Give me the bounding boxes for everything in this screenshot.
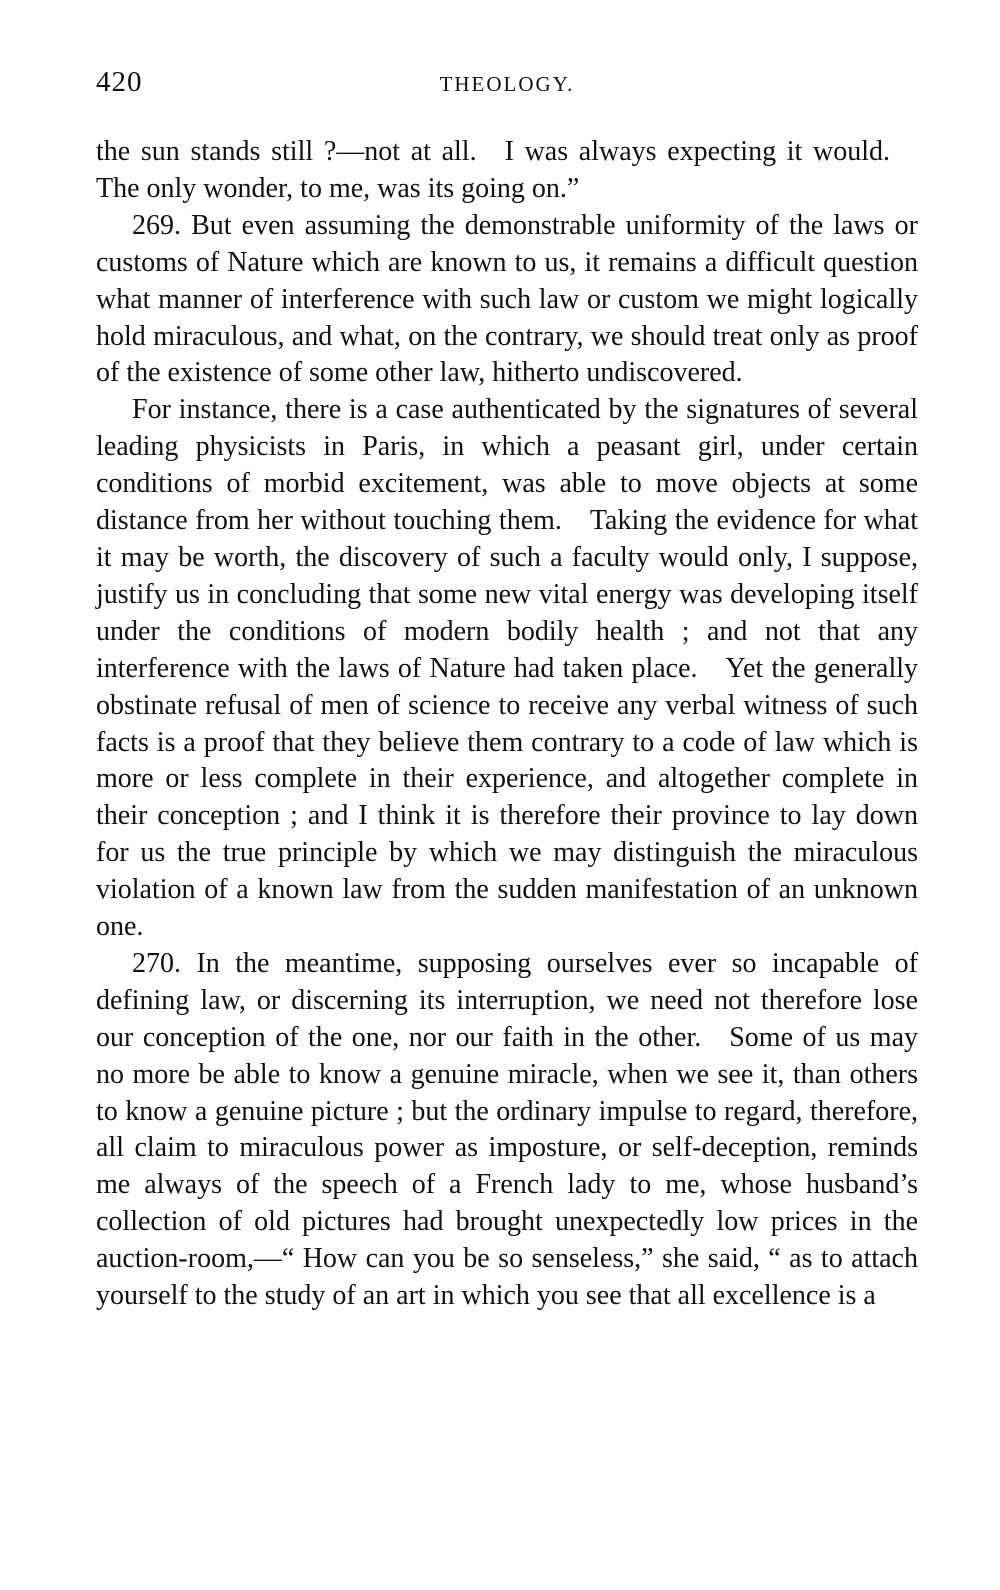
page-header xyxy=(96,62,918,102)
paragraph-269: 269. But even assuming the demonstrable uniformity of the laws or customs of Nature which are known to us, it remains a difficult question what manner of interference with such law or custom we might logically hold miraculous, and what, on the contrary, we should treat only as proof of the existence of some other law, hitherto undiscovered. xyxy=(96,209,918,389)
paragraph-instance: For instance, there is a case authenticated by the signatures of several leading physicists in Paris, in which a peasant girl, under certain conditions of morbid excitement, was able to move objects at some distance from her without touching them. Taking the evidence for what it may be worth, the discovery of such a faculty would only, I suppose, justify us in concluding that some new vital energy was developing itself under the conditions of modern bodily health ; and not that any interference with the laws of Nature had taken place. Yet the generally obstinate refusal of men of science to receive any verbal witness of such facts is a proof that they believe them contrary to a code of law which is more or less complete in their experience, and altogether complete in their conception ; and I think it is therefore their province to lay down for us the true principle by which we may distinguish the miraculous violation of a known law from the sudden manifestation of an unknown one. xyxy=(96,394,918,943)
body-text xyxy=(96,134,918,1315)
paragraph-continuation: the sun stands still ?—not at all. I was always expecting it would. The only wonder, to me, was its going on.” xyxy=(96,136,918,204)
running-title: THEOLOGY. xyxy=(439,72,575,96)
page-number: 420 xyxy=(96,66,143,98)
paragraph-270: 270. In the meantime, supposing ourselves ever so incapable of defining law, or discerning its interruption, we need not therefore lose our conception of the one, nor our faith in the other. Some of us may no more be able to know a genuine miracle, when we see it, than others to know a genuine picture ; but the ordinary impulse to regard, therefore, all claim to miraculous power as imposture, or self-deception, reminds me always of the speech of a French lady to me, whose husband’s collection of old pictures had brought unexpectedly low prices in the auction-room,—“ How can you be so senseless,” she said, “ as to attach yourself to the study of an art in which you see that all excellence is a xyxy=(96,947,918,1312)
